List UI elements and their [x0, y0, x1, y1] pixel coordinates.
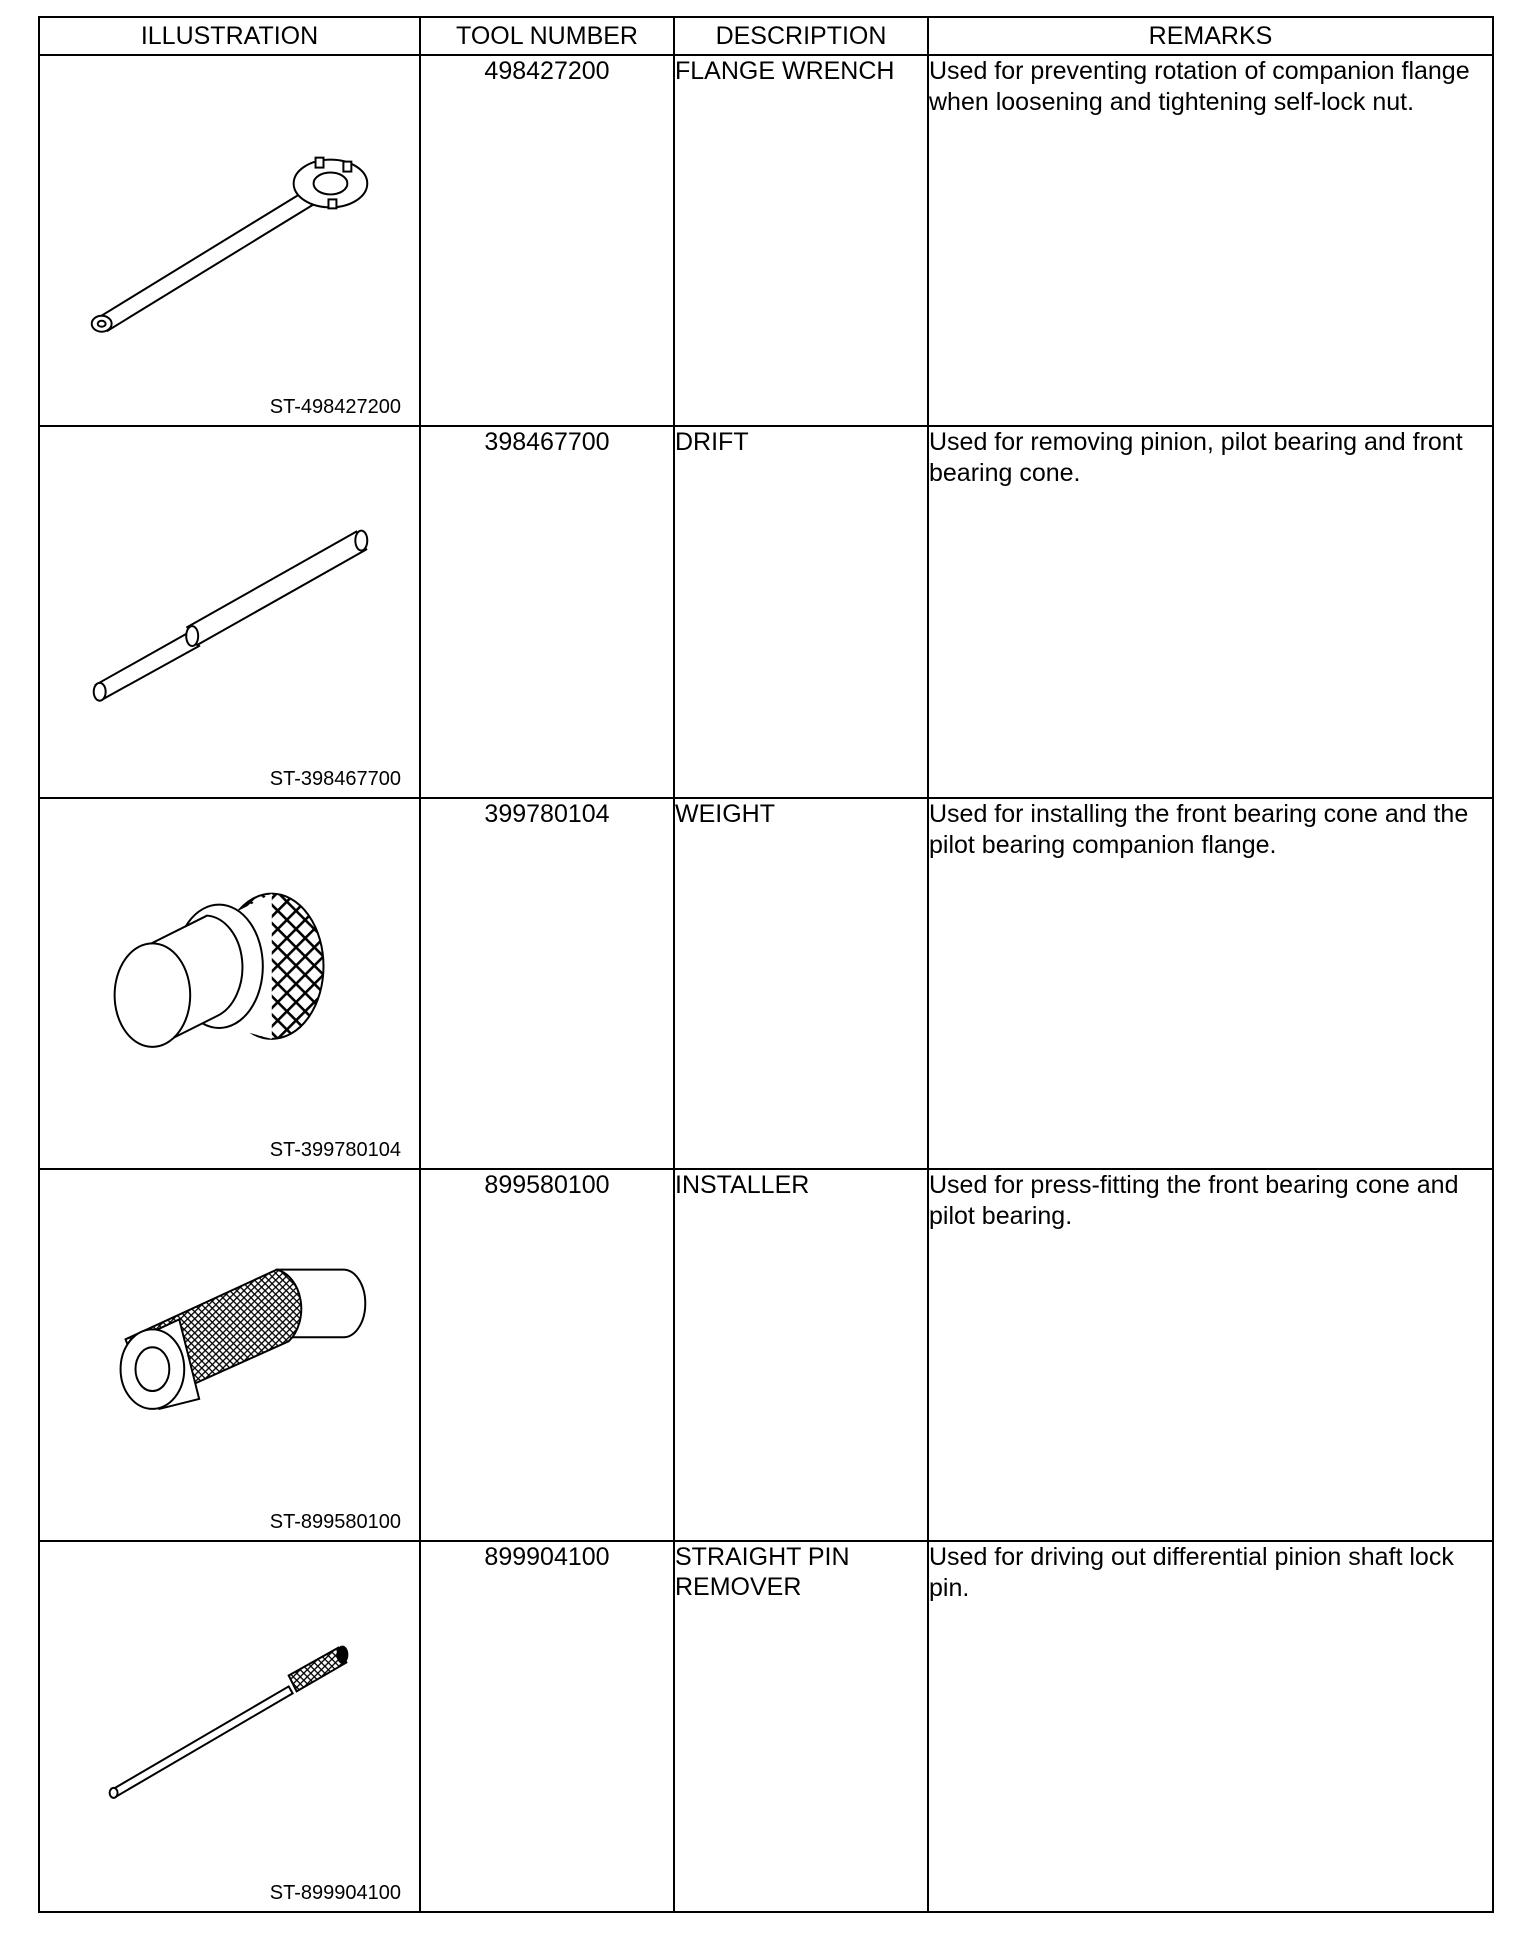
table-row: [39, 426, 1493, 797]
special-tools-table: [38, 16, 1494, 1913]
header-illustration: ILLUSTRATION: [39, 17, 420, 55]
straight-pin-remover-icon: [40, 1542, 419, 1911]
illustration-cell: [39, 1541, 420, 1912]
header-remarks: REMARKS: [928, 17, 1493, 55]
header-row: [39, 17, 1493, 55]
tool-number: 498427200: [484, 57, 610, 85]
header-description: DESCRIPTION: [674, 17, 928, 55]
illustration-cell: [39, 798, 420, 1169]
tool-remarks: Used for driving out differential pinion shaft lock pin.: [929, 1542, 1454, 1602]
tool-description: DRIFT: [675, 428, 749, 457]
table-row: [39, 1541, 1493, 1912]
tool-number: 399780104: [484, 799, 610, 828]
tool-description: WEIGHT: [675, 799, 775, 828]
tool-remarks: Used for installing the front bearing cone and the pilot bearing companion flange.: [929, 799, 1469, 859]
illustration-cell: [39, 55, 420, 426]
illustration-label: ST-398467700: [269, 767, 401, 790]
installer-icon: [40, 1170, 419, 1539]
table-row: [39, 55, 1493, 426]
illustration-label: ST-899580100: [269, 1510, 401, 1533]
tool-number: 899580100: [484, 1171, 610, 1200]
weight-icon: [40, 799, 419, 1168]
tool-number: 899904100: [484, 1542, 610, 1571]
tool-remarks: Used for press-fitting the front bearing cone and pilot bearing.: [929, 1171, 1459, 1231]
illustration-label: ST-899904100: [269, 1882, 401, 1904]
tool-description: INSTALLER: [675, 1171, 810, 1200]
table-row: [39, 798, 1493, 1169]
illustration-label: ST-498427200: [269, 396, 401, 419]
illustration-cell: [39, 1169, 420, 1540]
header-tool-number: TOOL NUMBER: [420, 17, 674, 55]
table-row: [39, 1169, 1493, 1540]
illustration-cell: [39, 426, 420, 797]
tool-remarks: Used for preventing rotation of companion flange when loosening and tightening self-lock nut.: [929, 57, 1470, 116]
flange-wrench-icon: [40, 56, 419, 425]
illustration-label: ST-399780104: [269, 1139, 401, 1162]
tool-description: FLANGE WRENCH: [675, 57, 895, 85]
tool-remarks: Used for removing pinion, pilot bearing and front bearing cone.: [929, 428, 1463, 488]
tool-number: 398467700: [484, 428, 610, 457]
tool-description: STRAIGHT PIN REMOVER: [675, 1542, 850, 1601]
drift-icon: [40, 427, 419, 796]
